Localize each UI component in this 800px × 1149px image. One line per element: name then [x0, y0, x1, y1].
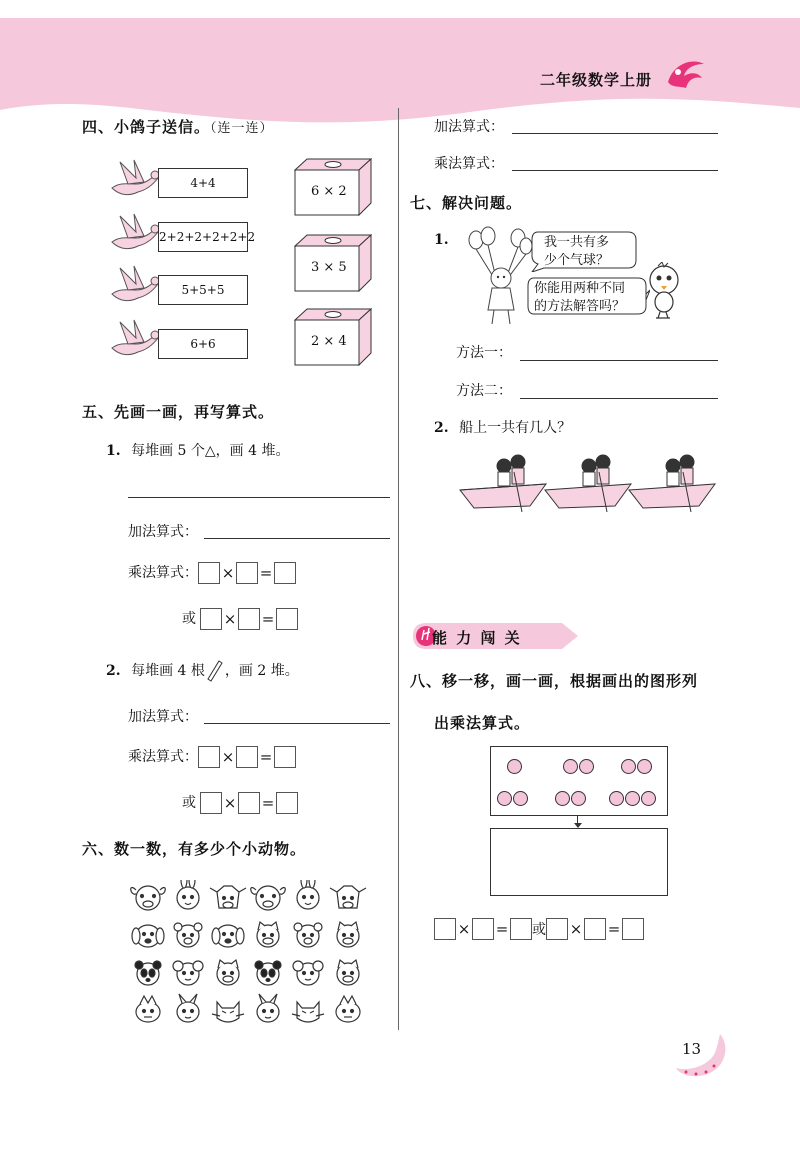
- answer-box[interactable]: [276, 792, 298, 814]
- method1-label: 方法一：: [456, 345, 512, 361]
- column-divider: [398, 108, 399, 1030]
- answer-box[interactable]: [472, 918, 494, 940]
- bubble-line: 你能用两种不同: [534, 281, 626, 296]
- or-label: 或: [182, 795, 196, 811]
- section5-title: 五、先画一画，再写算式。: [82, 403, 275, 421]
- add-label: 加法算式：: [434, 119, 504, 135]
- section8-title: 八、移一移，画一画，根据画出的图形列: [410, 672, 699, 690]
- circle-shape: [609, 791, 624, 806]
- moon-decoration-icon: [672, 1030, 732, 1080]
- answer-box[interactable]: [546, 918, 568, 940]
- boat-with-kids-icon: [458, 452, 548, 522]
- section6-title: 六、数一数，有多少个小动物。: [82, 840, 307, 858]
- mul-label: 乘法算式：: [128, 565, 198, 581]
- answer-box[interactable]: [276, 608, 298, 630]
- add-label: 加法算式：: [128, 524, 198, 540]
- bubble-line: 少个气球？: [544, 253, 610, 268]
- header-title: 二年级数学上册: [540, 71, 653, 89]
- pigeon-icon: [106, 264, 162, 310]
- circle-group: [507, 759, 523, 778]
- circle-group: [497, 791, 529, 810]
- section7-title: 七、解决问题。: [410, 194, 523, 212]
- times-sign: ×: [457, 920, 471, 938]
- circle-group: [609, 791, 657, 810]
- question-text-b: ，画 2 堆。: [224, 663, 299, 679]
- answer-box[interactable]: [200, 792, 222, 814]
- equals-sign: =: [495, 920, 509, 938]
- answer-box[interactable]: [238, 608, 260, 630]
- pigeon-expression: 5+5+5: [158, 275, 248, 305]
- method2-answer-line[interactable]: [520, 398, 718, 399]
- answer-box[interactable]: [274, 746, 296, 768]
- answer-box[interactable]: [434, 918, 456, 940]
- alt-multiplication-row: [182, 792, 298, 814]
- circle-shape: [513, 791, 528, 806]
- answer-box[interactable]: [238, 792, 260, 814]
- bird-character-icon: [640, 262, 690, 322]
- circle-group: [555, 791, 587, 810]
- section8-title-cont: 出乘法算式。: [434, 714, 531, 732]
- question-number: 2.: [434, 420, 449, 436]
- question-number: 1.: [434, 232, 449, 248]
- bubble-line: 我一共有多: [544, 235, 610, 250]
- addition-answer-line[interactable]: [512, 133, 718, 134]
- circle-shape: [637, 759, 652, 774]
- pigeon-expression: 2+2+2+2+2+2: [158, 222, 248, 252]
- section4-title: [82, 116, 274, 137]
- alt-multiplication-row: [182, 608, 298, 630]
- section7-q2: [434, 417, 571, 437]
- section8-equation-row: [434, 918, 644, 940]
- pigeon-expression: 4+4: [158, 168, 248, 198]
- method2-label: 方法二：: [456, 383, 512, 399]
- answer-box[interactable]: [198, 746, 220, 768]
- boat-with-kids-icon: [627, 452, 717, 522]
- circle-shape: [497, 791, 512, 806]
- equals-sign: =: [261, 794, 275, 812]
- multiplication-answer-line[interactable]: [512, 170, 718, 171]
- or-label: 或: [182, 611, 196, 627]
- multiplication-row: [128, 746, 296, 768]
- circle-shape: [555, 791, 570, 806]
- circle-shape: [571, 791, 586, 806]
- pigeon-expression: 6+6: [158, 329, 248, 359]
- or-label: 或: [532, 922, 546, 938]
- animal-faces-grid-icon: [128, 880, 368, 1030]
- section4-title-text: 四、小鸽子送信。: [82, 118, 211, 136]
- times-sign: ×: [223, 610, 237, 628]
- page-number: 13: [682, 1040, 702, 1058]
- addition-answer-line[interactable]: [204, 538, 390, 539]
- addition-answer-line[interactable]: [204, 723, 390, 724]
- circle-shape: [563, 759, 578, 774]
- bubble-text-1: [544, 234, 609, 270]
- answer-box[interactable]: [236, 562, 258, 584]
- mul-label: 乘法算式：: [434, 156, 504, 172]
- answer-box[interactable]: [200, 608, 222, 630]
- bubble-text-2: [534, 280, 625, 316]
- add-label: 加法算式：: [128, 709, 198, 725]
- equals-sign: =: [607, 920, 621, 938]
- equals-sign: =: [259, 564, 273, 582]
- question-number: 1.: [106, 443, 121, 459]
- answer-box[interactable]: [584, 918, 606, 940]
- equals-sign: =: [259, 748, 273, 766]
- mailbox-expression: 6 × 2: [311, 184, 347, 199]
- question-number: 2.: [106, 663, 121, 679]
- mul-label: 乘法算式：: [128, 749, 198, 765]
- answer-box[interactable]: [274, 562, 296, 584]
- circle-shape: [625, 791, 640, 806]
- times-sign: ×: [223, 794, 237, 812]
- circle-shape: [579, 759, 594, 774]
- times-sign: ×: [221, 564, 235, 582]
- question-text-a: 每堆画 4 根: [131, 663, 205, 679]
- mailbox-expression: 3 × 5: [311, 260, 347, 275]
- pigeon-icon: [106, 158, 162, 204]
- circle-group: [563, 759, 595, 778]
- pigeon-icon: [106, 212, 162, 258]
- method1-answer-line[interactable]: [520, 360, 718, 361]
- boat-with-kids-icon: [543, 452, 633, 522]
- section5-q2: [106, 660, 299, 682]
- multiplication-row: [128, 562, 296, 584]
- equals-sign: =: [261, 610, 275, 628]
- circle-shape: [641, 791, 656, 806]
- circle-shape: [621, 759, 636, 774]
- ability-label: 能 力 闯 关: [432, 629, 522, 647]
- publisher-logo-icon: [664, 56, 708, 92]
- question-text: 每堆画 5 个△，画 4 堆。: [131, 443, 290, 459]
- bubble-line: 的方法解答吗？: [534, 299, 626, 314]
- circle-shape: [507, 759, 522, 774]
- drawing-box[interactable]: [490, 828, 668, 896]
- section5-q1: [106, 440, 289, 460]
- answer-box[interactable]: [622, 918, 644, 940]
- times-sign: ×: [221, 748, 235, 766]
- times-sign: ×: [569, 920, 583, 938]
- answer-box[interactable]: [198, 562, 220, 584]
- answer-box[interactable]: [510, 918, 532, 940]
- answer-box[interactable]: [236, 746, 258, 768]
- circle-group: [621, 759, 653, 778]
- pigeon-icon: [106, 318, 162, 364]
- circles-box: [490, 746, 668, 816]
- drawing-line[interactable]: [128, 497, 390, 498]
- stick-icon: [207, 660, 223, 682]
- mailbox-expression: 2 × 4: [311, 334, 347, 349]
- question-text: 船上一共有几人？: [459, 420, 572, 436]
- section4-hint: （连一连）: [210, 121, 274, 136]
